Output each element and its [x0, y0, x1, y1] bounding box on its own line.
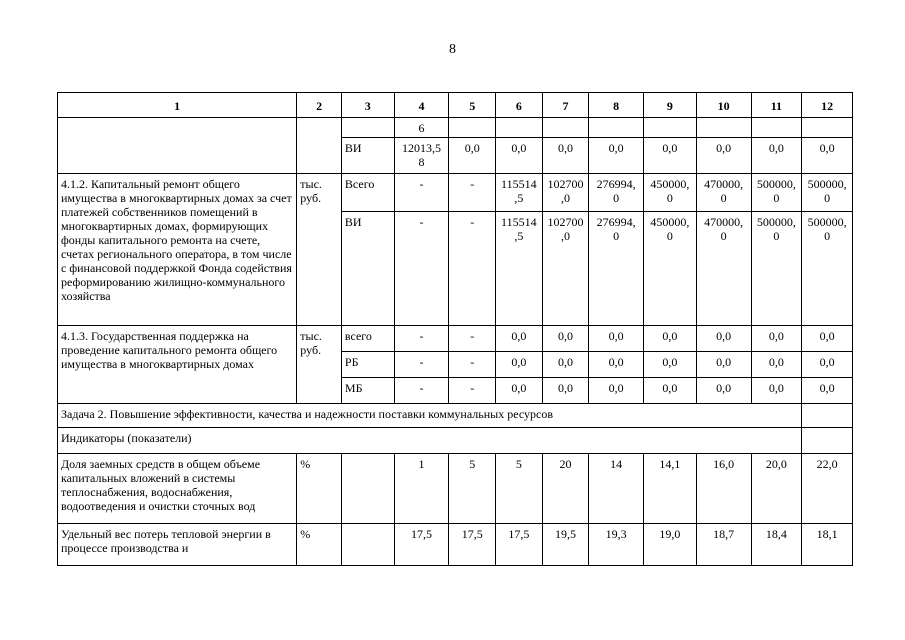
value-cell: 500000, 0: [751, 212, 802, 326]
unit-cell: %: [297, 454, 342, 524]
value-cell: 19,5: [542, 524, 589, 566]
value-cell: 0,0: [496, 378, 543, 404]
source-cell: ВИ: [341, 138, 394, 174]
value-cell: 0,0: [802, 138, 853, 174]
name-cell: 4.1.2. Капитальный ремонт общего имущества в многоквартирных домах за счет платежей собственников помещений в многоквартирных домах, формирующих фонды капитального ремонта на счете, счетах регионального оператора, в том числе с финансовой поддержкой Фонда содействия реформированию жилищно-коммунального хозяйства: [58, 174, 297, 326]
value-cell: [542, 118, 589, 138]
name-cell: Удельный вес потерь тепловой энергии в процессе производства и: [58, 524, 297, 566]
value-cell: 276994, 0: [589, 212, 644, 326]
value-cell: 0,0: [751, 378, 802, 404]
header-cell: 9: [644, 93, 697, 118]
value-cell: 6: [394, 118, 449, 138]
empty-cell: [802, 428, 853, 454]
value-cell: -: [449, 174, 496, 212]
value-cell: [751, 118, 802, 138]
value-cell: 470000, 0: [696, 212, 751, 326]
value-cell: 0,0: [449, 138, 496, 174]
value-cell: 12013,5 8: [394, 138, 449, 174]
value-cell: 0,0: [589, 352, 644, 378]
value-cell: 0,0: [696, 352, 751, 378]
header-cell: 12: [802, 93, 853, 118]
source-cell: [341, 524, 394, 566]
value-cell: 18,1: [802, 524, 853, 566]
value-cell: 0,0: [802, 326, 853, 352]
table-row: [58, 454, 853, 524]
source-cell: [341, 118, 394, 138]
indicators-row: [58, 428, 853, 454]
value-cell: -: [394, 352, 449, 378]
value-cell: 0,0: [542, 138, 589, 174]
value-cell: 450000, 0: [644, 174, 697, 212]
page-number: 8: [449, 42, 456, 57]
value-cell: 18,4: [751, 524, 802, 566]
value-cell: 19,0: [644, 524, 697, 566]
value-cell: 0,0: [644, 138, 697, 174]
value-cell: 0,0: [589, 326, 644, 352]
name-cell: 4.1.3. Государственная поддержка на проведение капитального ремонта общего имущества в многоквартирных домах: [58, 326, 297, 404]
value-cell: 115514 ,5: [496, 212, 543, 326]
header-row: [58, 93, 853, 118]
value-cell: 0,0: [644, 378, 697, 404]
value-cell: -: [449, 352, 496, 378]
value-cell: 16,0: [696, 454, 751, 524]
unit-cell: тыс. руб.: [297, 326, 342, 404]
value-cell: [589, 118, 644, 138]
value-cell: 0,0: [751, 326, 802, 352]
header-cell: 10: [696, 93, 751, 118]
value-cell: -: [394, 174, 449, 212]
value-cell: 0,0: [589, 138, 644, 174]
header-cell: 7: [542, 93, 589, 118]
value-cell: 0,0: [542, 378, 589, 404]
source-cell: РБ: [341, 352, 394, 378]
value-cell: [496, 118, 543, 138]
header-cell: 4: [394, 93, 449, 118]
value-cell: 102700 ,0: [542, 174, 589, 212]
indicators-heading: Индикаторы (показатели): [58, 428, 802, 454]
value-cell: 19,3: [589, 524, 644, 566]
value-cell: 18,7: [696, 524, 751, 566]
header-cell: 3: [341, 93, 394, 118]
value-cell: 17,5: [496, 524, 543, 566]
source-cell: МБ: [341, 378, 394, 404]
table-row: [58, 326, 853, 352]
value-cell: 500000, 0: [802, 174, 853, 212]
source-cell: ВИ: [341, 212, 394, 326]
value-cell: 20,0: [751, 454, 802, 524]
value-cell: [802, 118, 853, 138]
program-table: [57, 92, 853, 566]
value-cell: 1: [394, 454, 449, 524]
value-cell: 22,0: [802, 454, 853, 524]
value-cell: 0,0: [802, 352, 853, 378]
header-cell: 11: [751, 93, 802, 118]
value-cell: 0,0: [696, 378, 751, 404]
value-cell: 500000, 0: [802, 212, 853, 326]
table-row: [58, 118, 853, 138]
unit-cell: тыс. руб.: [297, 174, 342, 326]
value-cell: 102700 ,0: [542, 212, 589, 326]
value-cell: 5: [449, 454, 496, 524]
value-cell: -: [394, 212, 449, 326]
value-cell: 17,5: [394, 524, 449, 566]
value-cell: 0,0: [696, 138, 751, 174]
empty-cell: [802, 404, 853, 428]
value-cell: 0,0: [496, 138, 543, 174]
value-cell: 500000, 0: [751, 174, 802, 212]
source-cell: всего: [341, 326, 394, 352]
task-row: [58, 404, 853, 428]
value-cell: 14: [589, 454, 644, 524]
table-row: [58, 524, 853, 566]
value-cell: 0,0: [644, 326, 697, 352]
header-cell: 8: [589, 93, 644, 118]
value-cell: 276994, 0: [589, 174, 644, 212]
name-cell: [58, 118, 297, 174]
header-cell: 2: [297, 93, 342, 118]
value-cell: -: [449, 212, 496, 326]
value-cell: 20: [542, 454, 589, 524]
source-cell: Всего: [341, 174, 394, 212]
value-cell: -: [449, 378, 496, 404]
value-cell: -: [394, 378, 449, 404]
value-cell: 17,5: [449, 524, 496, 566]
task-heading: Задача 2. Повышение эффективности, качества и надежности поставки коммунальных ресурсов: [58, 404, 802, 428]
unit-cell: [297, 118, 342, 174]
value-cell: 0,0: [589, 378, 644, 404]
unit-cell: %: [297, 524, 342, 566]
source-cell: [341, 454, 394, 524]
value-cell: [449, 118, 496, 138]
value-cell: 0,0: [542, 352, 589, 378]
value-cell: 470000, 0: [696, 174, 751, 212]
value-cell: 5: [496, 454, 543, 524]
value-cell: 115514 ,5: [496, 174, 543, 212]
value-cell: 0,0: [751, 138, 802, 174]
value-cell: -: [394, 326, 449, 352]
name-cell: Доля заемных средств в общем объеме капитальных вложений в системы теплоснабжения, водоснабжения, водоотведения и очистки сточных вод: [58, 454, 297, 524]
value-cell: 0,0: [751, 352, 802, 378]
header-cell: 6: [496, 93, 543, 118]
header-cell: 5: [449, 93, 496, 118]
value-cell: [644, 118, 697, 138]
table-row: [58, 174, 853, 212]
value-cell: 0,0: [542, 326, 589, 352]
value-cell: 14,1: [644, 454, 697, 524]
value-cell: -: [449, 326, 496, 352]
value-cell: 0,0: [644, 352, 697, 378]
value-cell: 450000, 0: [644, 212, 697, 326]
value-cell: 0,0: [496, 352, 543, 378]
value-cell: 0,0: [696, 326, 751, 352]
value-cell: 0,0: [802, 378, 853, 404]
value-cell: [696, 118, 751, 138]
value-cell: 0,0: [496, 326, 543, 352]
header-cell: 1: [58, 93, 297, 118]
